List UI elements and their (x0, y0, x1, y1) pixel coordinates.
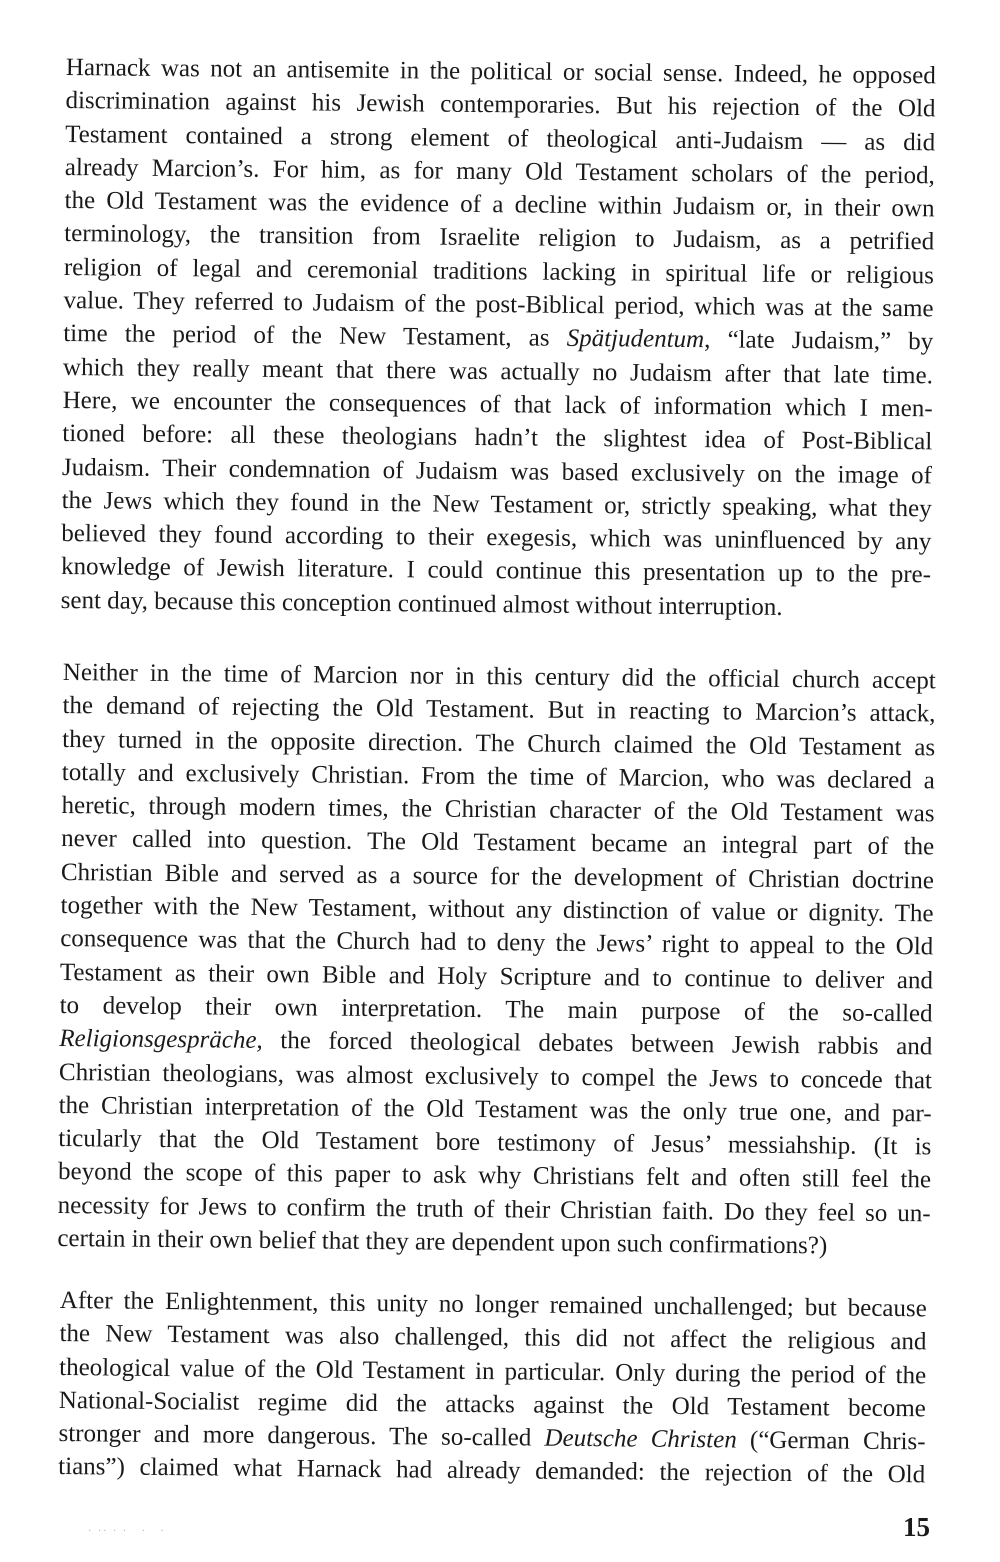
scan-artifact: · ·· · · · · (88, 1526, 166, 1537)
paragraph-2 (57, 656, 936, 1264)
italic-term: Spätjudentum (566, 325, 705, 354)
text-line: Neither in the time of Marcion nor in this century did the official church accept (62, 658, 936, 695)
text-line: Testament as their own Bible and Holy Scripture and to continue to deliver and (59, 958, 934, 995)
text-line: time the period of the New Testament, as Spätjudentum, “late Judaism,” by (63, 320, 934, 356)
text-line: already Marcion’s. For him, as for many Old Testament scholars of the period, (64, 153, 935, 190)
text-line: heretic, through modern times, the Christian character of the Old Testament was (61, 792, 935, 828)
text-line: they turned in the opposite direction. The Church claimed the Old Testament as (62, 725, 936, 761)
text-line: tioned before: all these theologians hadn’t the slightest idea of Post-Biblical (62, 420, 933, 456)
text-line: After the Enlightenment, this unity no longer remained unchallenged; but because (59, 1286, 927, 1323)
text-line: Here, we encounter the consequences of that lack of information which I men- (62, 386, 933, 423)
text-line: certain in their own belief that they are dependent upon such confirmations?) (57, 1225, 828, 1260)
text-line: Judaism. Their condemnation of Judaism was based exclusively on the image of (61, 453, 933, 489)
text-line: value. They referred to Judaism of the post-Biblical period, which was at the same (63, 287, 934, 323)
text-line: the demand of rejecting the Old Testament. But in reacting to Marcion’s attack, (62, 692, 936, 728)
text-line: the Christian interpretation of the Old Testament was the only true one, and par- (58, 1091, 932, 1128)
text-line: knowledge of Jewish literature. I could continue this presentation up to the pre- (60, 553, 932, 589)
text-line: Christian Bible and served as a source for the development of Christian doctrine (60, 858, 935, 895)
paragraph-3 (58, 1284, 927, 1492)
text-line: tians”) claimed what Harnack had already demanded: the rejection of the Old (58, 1453, 926, 1489)
italic-term: Religionsgespräche, (59, 1025, 263, 1055)
text-line: sent day, because this conception continued almost without interruption. (60, 586, 783, 621)
text-line: theological value of the Old Testament in particular. Only during the period of the (59, 1353, 927, 1389)
text-line: discrimination against his Jewish contemporaries. But his rejection of the Old (65, 87, 936, 123)
paragraph-1 (61, 51, 936, 625)
text-line: Testament contained a strong element of theological anti-Judaism — as did (65, 120, 936, 156)
text-line: National-Socialist regime did the attacks against the Old Testament become (58, 1386, 926, 1423)
text-line: the Old Testament was the evidence of a decline within Judaism or, in their own (64, 187, 935, 223)
text-line: the Jews which they found in the New Testament or, strictly speaking, what they (61, 486, 932, 523)
text-line: consequence was that the Church had to deny the Jews’ right to appeal to the Old (60, 925, 934, 961)
text-line: never called into question. The Old Testament became an integral part of the (61, 825, 935, 861)
text-line: Religionsgespräche, the forced theological debates between Jewish rabbis and (59, 1025, 933, 1061)
text-line: Harnack was not an antisemite in the political or social sense. Indeed, he opposed (65, 53, 936, 90)
text-line: religion of legal and ceremonial traditions lacking in spiritual life or religious (63, 253, 935, 290)
text-line: believed they found according to their exegesis, which was uninfluenced by any (61, 520, 932, 556)
text-line: beyond the scope of this paper to ask why Christians felt and often still feel the (57, 1158, 932, 1194)
text-line: the New Testament was also challenged, this did not affect the religious and (59, 1320, 927, 1356)
text-line: together with the New Testament, without any distinction of value or dignity. The (60, 892, 934, 928)
page-number: 15 (903, 1512, 930, 1542)
text-line: terminology, the transition from Israelite religion to Judaism, as a petrified (64, 220, 935, 256)
text-line: which they really meant that there was actually no Judaism after that late time. (62, 353, 934, 390)
text-line: ticularly that the Old Testament bore testimony of Jesus’ messiahship. (It is (58, 1125, 932, 1161)
text-line: necessity for Jews to confirm the truth of their Christian faith. Do they feel so un- (57, 1191, 931, 1228)
text-line: stronger and more dangerous. The so-called Deutsche Christen (“German Chris- (58, 1420, 926, 1456)
text-line: totally and exclusively Christian. From the time of Marcion, who was declared a (61, 758, 935, 795)
italic-term: Deutsche Christen (544, 1424, 737, 1454)
text-line: Christian theologians, was almost exclusively to compel the Jews to concede that (58, 1058, 933, 1094)
text-line: to develop their own interpretation. The main purpose of the so-called (59, 991, 933, 1028)
